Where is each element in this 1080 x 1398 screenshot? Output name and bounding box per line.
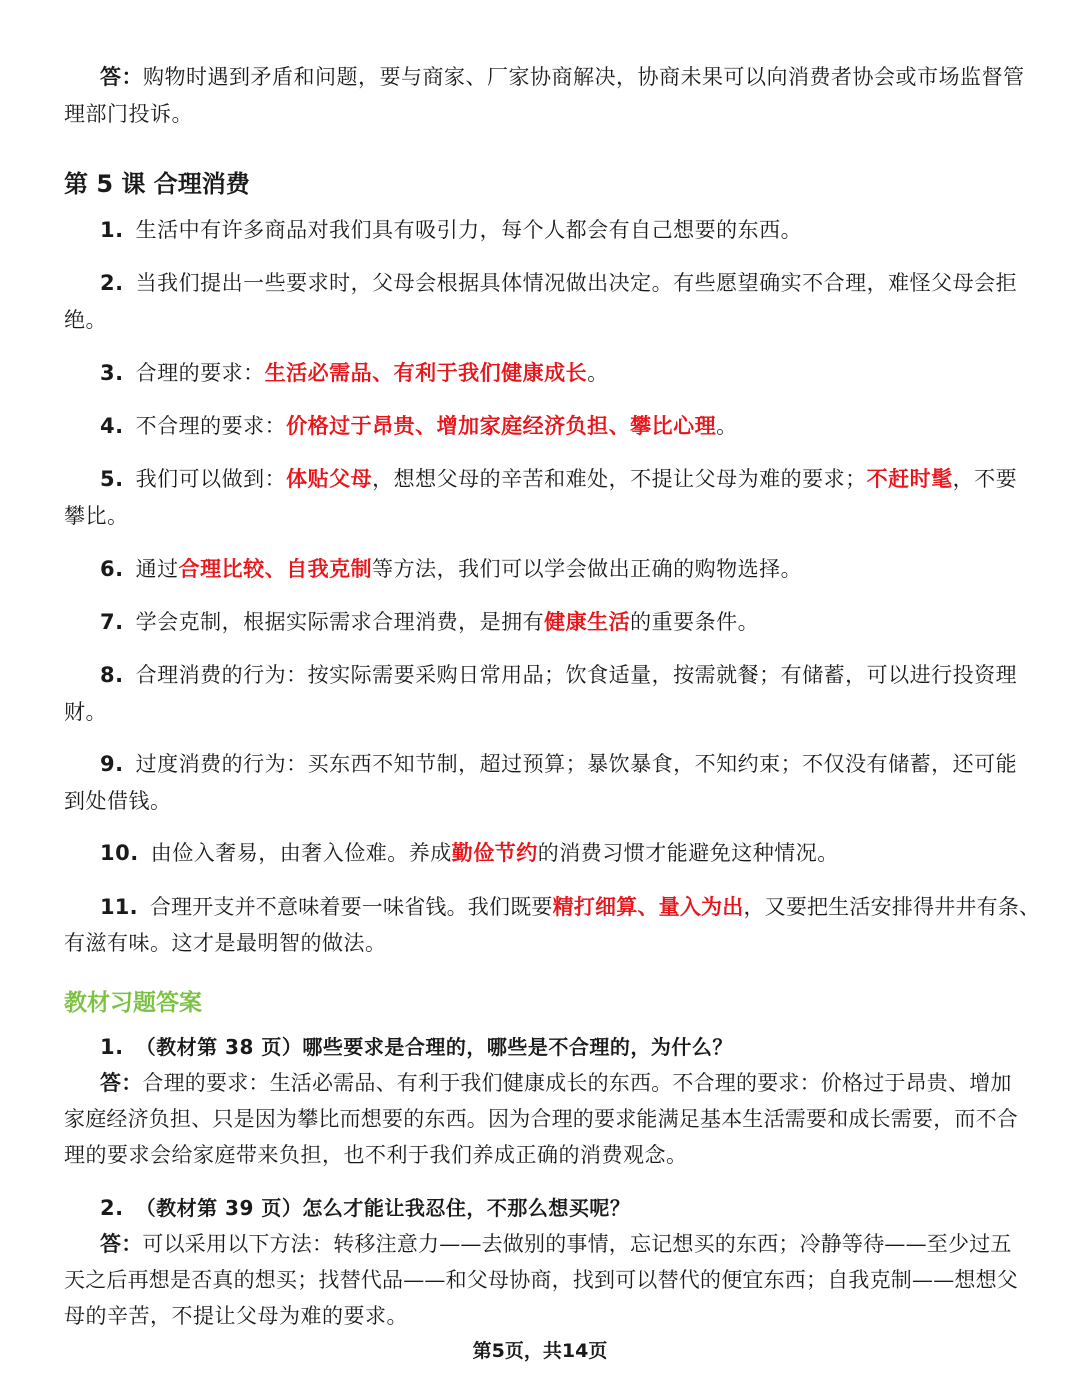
answer-1-line-1: 答：合理的要求：生活必需品、有利于我们健康成长的东西。不合理的要求：价格过于昂贵、增加 — [100, 1070, 1012, 1095]
answer-2-line-3: 母的辛苦，不提让父母为难的要求。 — [64, 1304, 408, 1328]
page-number: 第5页，共14页 — [472, 1340, 608, 1362]
question-2-title: 2. （教材第 39 页）怎么才能让我忍住，不那么想买呢？ — [100, 1196, 631, 1220]
list-item-5: 5. 我们可以做到：体贴父母，想想父母的辛苦和难处，不提让父母为难的要求；不赶时髦，不要 — [100, 467, 1018, 491]
list-item-5-cont: 攀比。 — [64, 504, 129, 528]
highlight: 精打细算、量入为出 — [552, 895, 744, 919]
list-item-4: 4. 不合理的要求：价格过于昂贵、增加家庭经济负担、攀比心理。 — [100, 414, 738, 438]
answers-heading: 教材习题答案 — [64, 990, 202, 1016]
list-item-2-cont: 绝。 — [64, 308, 107, 332]
intro-line-1: 答：购物时遇到矛盾和问题，要与商家、厂家协商解决，协商未果可以向消费者协会或市场监督管 — [100, 64, 1025, 89]
list-item-8: 8. 合理消费的行为：按实际需要采购日常用品；饮食适量，按需就餐；有储蓄，可以进行投资理 — [100, 663, 1018, 687]
highlight: 体贴父母 — [286, 467, 373, 491]
list-item-2: 2. 当我们提出一些要求时，父母会根据具体情况做出决定。有些愿望确实不合理，难怪父母会拒 — [100, 271, 1018, 295]
list-item-1: 1. 生活中有许多商品对我们具有吸引力，每个人都会有自己想要的东西。 — [100, 218, 803, 242]
answer-2-line-1: 答：可以采用以下方法：转移注意力——去做别的事情，忘记想买的东西；冷静等待——至少过五 — [100, 1231, 1012, 1256]
highlight: 不赶时髦 — [866, 467, 953, 491]
list-item-11: 11. 合理开支并不意味着要一味省钱。我们既要精打细算、量入为出，又要把生活安排得井井有条、 — [100, 895, 1041, 919]
answer-1-line-3: 理的要求会给家庭带来负担，也不利于我们养成正确的消费观念。 — [64, 1143, 688, 1167]
answer-1-line-2: 家庭经济负担、只是因为攀比而想要的东西。因为合理的要求能满足基本生活需要和成长需要，而不合 — [64, 1107, 1018, 1131]
highlight: 勤俭节约 — [451, 841, 538, 865]
list-item-9-cont: 到处借钱。 — [64, 789, 172, 813]
lesson-title: 第 5 课 合理消费 — [64, 170, 250, 198]
answer-label: 答： — [100, 1070, 143, 1095]
highlight: 生活必需品、有利于我们健康成长 — [264, 361, 588, 385]
list-item-11-cont: 有滋有味。这才是最明智的做法。 — [64, 931, 387, 955]
highlight: 健康生活 — [544, 610, 631, 634]
intro-line-2: 理部门投诉。 — [64, 102, 193, 126]
question-1-title: 1. （教材第 38 页）哪些要求是合理的，哪些是不合理的，为什么？ — [100, 1035, 733, 1059]
highlight: 价格过于昂贵、增加家庭经济负担、攀比心理 — [286, 414, 717, 438]
list-item-10: 10. 由俭入奢易，由奢入俭难。养成勤俭节约的消费习惯才能避免这种情况。 — [100, 841, 839, 865]
answer-label: 答： — [100, 64, 143, 89]
list-item-3: 3. 合理的要求：生活必需品、有利于我们健康成长。 — [100, 361, 609, 385]
answer-label: 答： — [100, 1231, 143, 1256]
highlight: 合理比较、自我克制 — [178, 557, 373, 581]
list-item-9: 9. 过度消费的行为：买东西不知节制，超过预算；暴饮暴食，不知约束；不仅没有储蓄，还可能 — [100, 752, 1018, 776]
list-item-8-cont: 财。 — [64, 700, 107, 724]
list-item-7: 7. 学会克制，根据实际需求合理消费，是拥有健康生活的重要条件。 — [100, 610, 760, 634]
answer-2-line-2: 天之后再想是否真的想买；找替代品——和父母协商，找到可以替代的便宜东西；自我克制——想想父 — [64, 1268, 1018, 1292]
list-item-6: 6. 通过合理比较、自我克制等方法，我们可以学会做出正确的购物选择。 — [100, 557, 803, 581]
